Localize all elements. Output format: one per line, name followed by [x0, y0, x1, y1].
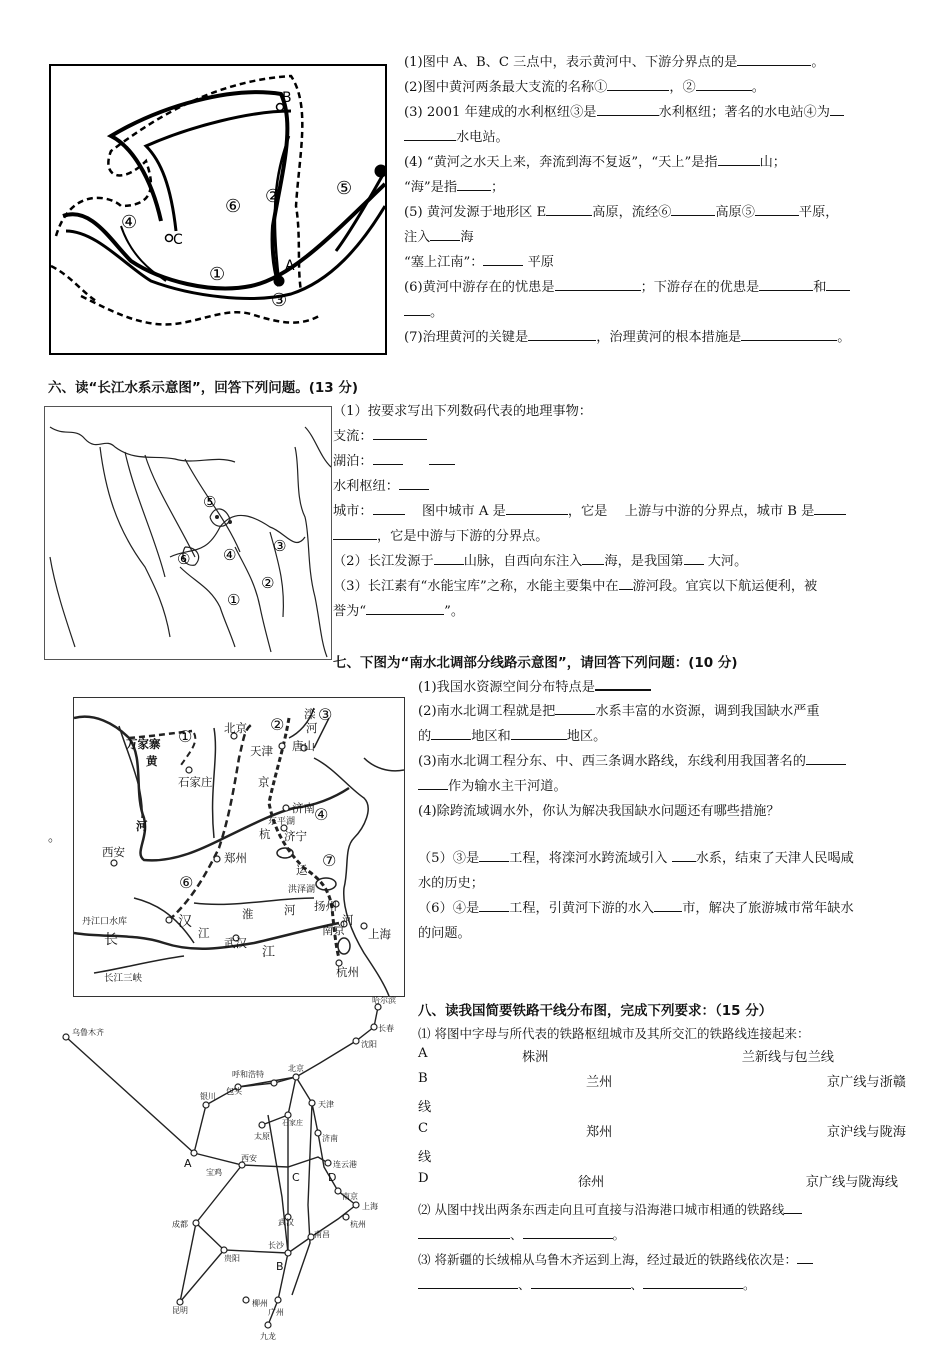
sn-jinan: 济南	[292, 801, 315, 815]
sn-q6-b: 市，解决了旅游城市常年缺水	[682, 901, 854, 916]
rw-row-line[interactable]: 京广线与陇海线	[805, 1175, 898, 1190]
yangtze-map-svg	[45, 407, 331, 659]
yz-q2-a: 山脉，自西向东注入	[463, 554, 583, 569]
yz-q2-c: 大河。	[707, 554, 748, 569]
yr-q1	[404, 50, 825, 75]
sn-zhengzhou: 郑州	[224, 851, 247, 865]
yr-q1-text: (1)图中 A、B、C 三点中，表示黄河中、下游分界点的是	[404, 55, 738, 70]
sn-q2-blank3[interactable]	[511, 724, 567, 740]
rw-row-letter[interactable]: B	[418, 1071, 428, 1086]
yr-q5-extra-text: “塞上江南”：	[404, 255, 484, 270]
sn-q5-text: （5）③是	[418, 851, 480, 866]
sn-chang: 长	[104, 932, 118, 948]
yz-q3-blank2[interactable]	[366, 599, 444, 615]
yellow-river-map-svg	[51, 66, 385, 353]
sn-wanjiazhai: 万家寨	[126, 737, 161, 751]
yangtze-map	[44, 406, 332, 660]
sn-q2-blank1[interactable]	[555, 699, 595, 715]
sn-luanhe: 河	[306, 721, 318, 735]
sn-q3-cont	[418, 774, 567, 799]
rw-row-city[interactable]: 徐州	[578, 1175, 605, 1190]
yz-q3-blank1[interactable]	[619, 574, 633, 590]
sn-q6-cont: 的问题。	[418, 926, 471, 941]
rw-q3-cont	[418, 1272, 756, 1297]
sn-n6: ⑥	[179, 873, 194, 892]
yz-hydro-blank[interactable]	[399, 474, 429, 490]
yr-q6-end: 。	[430, 305, 444, 320]
yr-q6-blank4[interactable]	[404, 300, 430, 316]
yz-q2-blank2[interactable]	[582, 549, 604, 565]
yr-q2-text: (2)图中黄河两条最大支流的名称①	[404, 80, 608, 95]
yz-q1: （1）按要求写出下列数码代表的地理事物：	[333, 404, 592, 419]
yr-q5-b: 高原⑤	[715, 205, 755, 220]
rw-row-letter[interactable]: C	[418, 1121, 429, 1136]
rw-q1: ⑴ 将图中字母与所代表的铁路枢纽城市及其所交汇的铁路线连接起来：	[418, 1026, 810, 1041]
sn-q3-blank1[interactable]	[806, 749, 846, 765]
sn-q3-text: (3)南水北调工程分东、中、西三条调水路线，东线利用我国著名的	[418, 754, 806, 769]
yr-q2-blank2[interactable]	[696, 75, 752, 91]
yz-q3-cont-text: 誉为“	[333, 604, 367, 619]
sn-tianjin: 天津	[250, 744, 273, 758]
sn-q2	[418, 699, 820, 724]
south-north-map-svg	[74, 698, 404, 996]
map-label-1: ①	[209, 264, 226, 285]
rw-q3-sep2: 、	[630, 1277, 644, 1292]
rw-q2-sep: 、	[510, 1227, 523, 1242]
rw-harbin: 哈尔滨	[372, 996, 396, 1005]
yr-q1-blank[interactable]	[737, 50, 811, 66]
sn-q6-text: （6）④是	[418, 901, 480, 916]
sn-luan: 滦	[304, 707, 316, 721]
yz-lake-label: 湖泊：	[333, 454, 373, 469]
yz-q2	[333, 549, 747, 574]
yr-q4-cont-text: “海”是指	[404, 180, 458, 195]
sn-q4: (4)除跨流域调水外，你认为解决我国缺水问题还有哪些措施？	[418, 804, 780, 819]
sn-shanghai: 上海	[368, 927, 391, 941]
yr-q6-cont	[404, 300, 443, 325]
yz-label-2: ②	[261, 574, 275, 592]
sn-shijiazhuang: 石家庄	[178, 775, 213, 789]
sn-q1	[418, 674, 651, 700]
rw-row-line-wrap: 线	[418, 1100, 432, 1115]
yz-label-5: ⑤	[203, 493, 217, 511]
rw-liuzhou: 柳州	[252, 1299, 268, 1308]
yr-q7-blank1[interactable]	[528, 325, 596, 341]
sn-q1-text: (1)我国水资源空间分布特点是	[418, 680, 595, 695]
sn-q2-a: 水系丰富的水资源，调到我国缺水严重	[595, 704, 820, 719]
yr-q5-blank2[interactable]	[671, 200, 715, 216]
yz-q2-blank1[interactable]	[434, 549, 464, 565]
yz-hydro-label: 水利枢纽：	[333, 479, 399, 494]
sn-q6	[418, 896, 854, 921]
rw-guiyang: 贵阳	[224, 1254, 240, 1263]
yr-q3-blank3[interactable]	[404, 125, 456, 141]
sn-yun: 运	[296, 863, 308, 877]
sn-q6-a: 工程，引黄河下游的水入	[509, 901, 655, 916]
rw-jiulong: 九龙	[260, 1332, 276, 1341]
sn-stray-dot: 。	[48, 830, 62, 845]
yz-tributary-blank[interactable]	[373, 424, 427, 440]
yr-q4-text: (4) “黄河之水天上来，奔流到海不复返”，“天上”是指	[404, 155, 718, 170]
yr-q2-end: 。	[751, 80, 765, 95]
yr-q4-blank2[interactable]	[457, 175, 491, 191]
rw-q2-end: 。	[612, 1227, 626, 1242]
yr-q5-cont-text: 注入	[404, 230, 431, 245]
yz-lake-blank1[interactable]	[373, 449, 403, 465]
sn-beijing: 北京	[224, 721, 247, 735]
map-label-6: ⑥	[225, 196, 242, 217]
sn-q6-blank1[interactable]	[479, 896, 509, 912]
sn-n3: ③	[318, 705, 333, 724]
sn-river-he: 河	[342, 913, 354, 927]
yr-q2-mid: ，②	[669, 80, 696, 95]
railway-map-svg	[56, 995, 408, 1344]
yr-q7-blank2[interactable]	[741, 325, 837, 341]
rw-q3-text: ⑶ 将新疆的长绒棉从乌鲁木齐运到上海，经过最近的铁路线依次是：	[418, 1252, 797, 1267]
rw-baotou: 包头	[226, 1087, 242, 1096]
rw-row-line[interactable]: 兰新线与包兰线	[741, 1050, 834, 1065]
yz-q2-text: （2）长江发源于	[333, 554, 434, 569]
yz-q2-blank3[interactable]	[684, 549, 704, 565]
sn-hongze: 洪泽湖	[288, 885, 316, 895]
yz-lake	[333, 449, 455, 474]
rw-tianjin: 天津	[318, 1100, 334, 1109]
rw-q3	[418, 1247, 813, 1272]
yr-q3-text: (3) 2001 年建成的水利枢纽③是	[404, 105, 597, 120]
yz-city-a-b: 上游与中游的分界点，城市 B 是	[624, 504, 815, 519]
yz-city-blank4[interactable]	[333, 524, 377, 540]
yz-q3-cont	[333, 599, 464, 624]
sn-q5-a: 工程，将滦河水跨流域引入	[509, 851, 668, 866]
rw-shenyang: 沈阳	[361, 1040, 377, 1049]
sn-huai: 淮	[242, 907, 254, 921]
sn-q5-b: 水系，结束了天津人民喝咸	[695, 851, 854, 866]
sn-huaihe: 河	[284, 903, 296, 917]
rw-q3-sep1: 、	[518, 1277, 531, 1292]
sn-yangzhou: 扬州	[314, 899, 337, 913]
sn-q5-blank1[interactable]	[479, 846, 509, 862]
sn-q5-cont: 水的历史；	[418, 876, 484, 891]
yz-label-1: ①	[227, 591, 241, 609]
rw-q3-end: 。	[743, 1277, 756, 1292]
yr-q5-cont-end: 海	[460, 230, 474, 245]
rw-changchun: 长春	[378, 1024, 394, 1033]
rw-shanghai: 上海	[362, 1202, 378, 1211]
yr-q3-cont	[404, 125, 509, 150]
sn-q3-blank2[interactable]	[418, 774, 448, 790]
rw-lianyungang: 连云港	[333, 1160, 357, 1169]
yz-city-a-mid: ，它是	[567, 504, 608, 519]
sn-q2-cont-text: 的	[418, 729, 432, 744]
rw-q2-blank1[interactable]	[784, 1198, 802, 1214]
yz-label-6: ⑥	[177, 550, 191, 568]
yangtze-heading: 六、读“长江水系示意图”，回答下列问题。(13 分)	[48, 380, 359, 396]
rw-q2-cont	[418, 1222, 625, 1247]
rw-urumqi: 乌鲁木齐	[72, 1028, 104, 1037]
map-label-3: ③	[271, 290, 288, 311]
sn-q5-blank2[interactable]	[672, 846, 696, 862]
map-label-2: ②	[265, 186, 282, 207]
rw-row-letter[interactable]: A	[418, 1046, 428, 1061]
sn-xian: 西安	[102, 845, 125, 859]
yr-q3-blank1[interactable]	[597, 100, 659, 116]
sn-n2: ②	[270, 715, 285, 734]
sn-q2-cont-b: 地区。	[566, 729, 607, 744]
yz-lake-blank2[interactable]	[429, 449, 455, 465]
yr-q5-extra-end: 平原	[527, 255, 554, 270]
rw-q3-blank4[interactable]	[643, 1273, 743, 1289]
yr-q4	[404, 150, 786, 175]
sn-jing: 京	[258, 775, 270, 789]
rw-guangzhou: 广州	[268, 1308, 284, 1317]
yz-label-3: ③	[273, 537, 287, 555]
railway-map	[56, 995, 408, 1344]
yr-q5-a: 高原，流经⑥	[592, 205, 672, 220]
yr-q3	[404, 100, 844, 125]
yz-q3-a: 游河段。宜宾以下航运便利，被	[632, 579, 818, 594]
yz-city-label: 城市：	[333, 504, 373, 519]
yr-q4-blank1[interactable]	[718, 150, 760, 166]
yr-q5-blank5[interactable]	[483, 250, 523, 266]
yr-q5-cont	[404, 225, 474, 250]
rw-q2-text: ⑵ 从图中找出两条东西走向且可直接与沿海港口城市相通的铁路线	[418, 1202, 785, 1217]
sn-n4: ④	[314, 805, 329, 824]
rw-hangzhou: 杭州	[350, 1220, 366, 1229]
rw-row-letter[interactable]: D	[418, 1171, 429, 1186]
rw-beijing: 北京	[288, 1064, 304, 1073]
yz-tributary-label: 支流：	[333, 429, 373, 444]
map-label-4: ④	[121, 212, 138, 233]
yr-q6-and: 和	[813, 280, 827, 295]
yr-q7-mid: ，治理黄河的根本措施是	[596, 330, 742, 345]
yz-q2-b: 海，是我国第	[604, 554, 684, 569]
sn-q2-cont-a: 地区和	[471, 729, 511, 744]
yz-q3-text: （3）长江素有“水能宝库”之称，水能主要集中在	[333, 579, 619, 594]
yr-q6	[404, 275, 850, 300]
yr-q5-blank4[interactable]	[430, 225, 460, 241]
yr-q4-cont	[404, 175, 504, 200]
sn-danjiang: 丹江口水库	[82, 917, 128, 927]
yz-city-blank1[interactable]	[373, 499, 405, 515]
yr-q6-blank2[interactable]	[759, 275, 813, 291]
yr-q6-text: (6)黄河中游存在的忧患是	[404, 280, 555, 295]
yz-city-blank2[interactable]	[506, 499, 568, 515]
rw-q3-blank2[interactable]	[418, 1273, 518, 1289]
rw-A: A	[184, 1157, 192, 1170]
sn-sanxia: 长江三峡	[104, 973, 143, 984]
sn-hang: 杭	[259, 827, 271, 841]
rw-B: B	[276, 1260, 284, 1273]
rw-baoji: 宝鸡	[206, 1168, 222, 1177]
sn-q2-blank2[interactable]	[431, 724, 471, 740]
yr-q7	[404, 325, 850, 350]
rw-C: C	[292, 1171, 300, 1184]
map-label-5: ⑤	[336, 178, 353, 199]
yz-city-a: 图中城市 A 是	[421, 504, 506, 519]
rw-shijiazhuang: 石家庄	[282, 1119, 303, 1127]
rw-q2-blank3[interactable]	[523, 1223, 613, 1239]
yz-city	[333, 499, 846, 524]
rw-taiyuan: 太原	[254, 1132, 270, 1141]
rw-row-city[interactable]: 兰州	[586, 1075, 613, 1090]
sn-nanjing: 南京	[322, 923, 345, 937]
yz-label-4: ④	[223, 546, 237, 564]
rw-jinan: 济南	[322, 1134, 338, 1143]
yr-q5	[404, 200, 838, 225]
yr-q6-blank1[interactable]	[555, 275, 641, 291]
rw-heading: 八、读我国简要铁路干线分布图，完成下列要求：（15 分）	[418, 1003, 773, 1019]
rw-wuhan: 武汉	[278, 1218, 294, 1227]
south-north-map	[73, 697, 405, 997]
map-label-b: B	[282, 90, 292, 106]
yellow-river-map	[49, 64, 387, 355]
sn-q3-cont-text: 作为输水主干河道。	[448, 779, 567, 794]
yr-q7-text: (7)治理黄河的关键是	[404, 330, 529, 345]
sn-q5	[418, 846, 854, 871]
rw-q3-blank3[interactable]	[531, 1273, 631, 1289]
yz-tributary	[333, 424, 427, 449]
yz-hydro	[333, 474, 429, 499]
map-label-a: A	[285, 258, 295, 274]
rw-kunming: 昆明	[172, 1306, 188, 1315]
yz-city-cont-text: ，它是中游与下游的分界点。	[377, 529, 549, 544]
sn-hangzhou: 杭州	[336, 965, 359, 979]
rw-row-city[interactable]: 株洲	[522, 1050, 549, 1065]
rw-row-city[interactable]: 郑州	[586, 1125, 613, 1140]
yr-q6-blank3[interactable]	[826, 275, 850, 291]
sn-tangshan: 唐山	[292, 739, 315, 753]
yr-q3-mid: 水利枢纽；著名的水电站④为	[658, 105, 830, 120]
sn-jiang: 江	[198, 926, 210, 940]
rw-changsha: 长沙	[268, 1241, 284, 1250]
yr-q5-c: 平原，	[798, 205, 839, 220]
sn-q1-blank[interactable]	[595, 674, 651, 691]
sn-heading: 七、下图为“南水北调部分线路示意图”，请回答下列问题：(10 分)	[333, 655, 738, 671]
rw-row-line[interactable]: 京沪线与陇海	[826, 1125, 906, 1140]
rw-yinchuan: 银川	[200, 1092, 216, 1101]
sn-han: 汉	[178, 914, 192, 930]
yz-q3	[333, 574, 817, 599]
rw-xian: 西安	[241, 1154, 257, 1163]
yr-q2	[404, 75, 765, 100]
sn-q3	[418, 749, 846, 774]
yr-q1-end: 。	[811, 55, 825, 70]
sn-q2-text: (2)南水北调工程就是把	[418, 704, 556, 719]
rw-nanjing: 南京	[342, 1192, 358, 1201]
rw-row-line-wrap: 线	[418, 1150, 432, 1165]
sn-wuhan: 武汉	[224, 936, 247, 950]
map-label-c: C	[173, 232, 183, 248]
rw-huhehaote: 呼和浩特	[232, 1070, 264, 1079]
sn-jiang2: 江	[262, 945, 276, 960]
yr-q2-blank1[interactable]	[607, 75, 669, 91]
yr-q4-end: ；	[491, 180, 505, 195]
yz-q3-cont-end: ”。	[444, 604, 465, 619]
yz-city-blank3[interactable]	[814, 499, 846, 515]
yr-q4-mid: 山；	[759, 155, 786, 170]
rw-q2-blank2[interactable]	[418, 1223, 510, 1239]
yr-q5-text: (5) 黄河发源于地形区 E	[404, 205, 547, 220]
rw-q2	[418, 1197, 802, 1222]
sn-huang: 黄	[146, 754, 158, 768]
yr-q5-blank3[interactable]	[755, 200, 799, 216]
sn-jining: 济宁	[284, 829, 307, 843]
sn-dongping: 东平湖	[268, 817, 296, 827]
yr-q3-blank2[interactable]	[830, 100, 844, 116]
rw-D: D	[328, 1171, 337, 1184]
sn-q6-blank2[interactable]	[654, 896, 682, 912]
sn-he: 河	[136, 819, 148, 833]
rw-q3-blank1[interactable]	[797, 1248, 813, 1264]
sn-q2-cont	[418, 724, 606, 749]
sn-n7: ⑦	[322, 851, 337, 870]
sn-n1: ①	[178, 727, 193, 746]
yr-q7-end: 。	[837, 330, 851, 345]
yr-q3-cont-text: 水电站。	[456, 130, 509, 145]
yz-city-cont	[333, 524, 548, 549]
rw-chengdu: 成都	[172, 1220, 188, 1229]
rw-nanchang: 南昌	[314, 1230, 330, 1239]
rw-row-line[interactable]: 京广线与浙赣	[826, 1075, 906, 1090]
yr-q5-blank1[interactable]	[546, 200, 592, 216]
yr-q6-mid: ；下游存在的优患是	[640, 280, 760, 295]
yr-q5-extra	[404, 250, 554, 275]
